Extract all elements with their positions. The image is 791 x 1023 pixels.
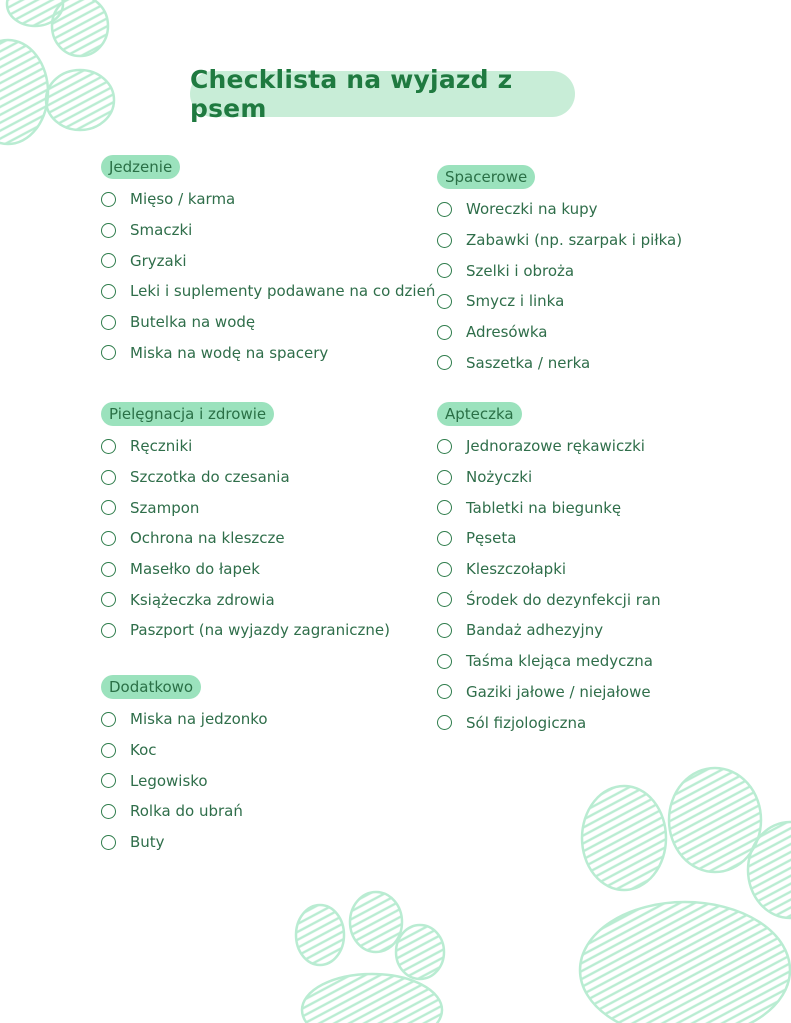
checklist-item[interactable] <box>101 215 435 246</box>
checkbox-circle-icon[interactable] <box>101 835 116 850</box>
item-label: Woreczki na kupy <box>466 200 598 219</box>
item-label: Nożyczki <box>466 468 533 487</box>
item-label: Pęseta <box>466 529 517 548</box>
checkbox-circle-icon[interactable] <box>437 592 452 607</box>
checkbox-circle-icon[interactable] <box>437 715 452 730</box>
checklist-item[interactable] <box>437 286 682 317</box>
checklist-item[interactable] <box>437 554 661 585</box>
pielegnacja-list <box>101 431 390 646</box>
checklist-item[interactable] <box>101 827 268 858</box>
section-dodatkowo <box>101 675 268 857</box>
checkbox-circle-icon[interactable] <box>101 192 116 207</box>
checklist-item[interactable] <box>101 431 390 462</box>
checkbox-circle-icon[interactable] <box>101 623 116 638</box>
checkbox-circle-icon[interactable] <box>437 325 452 340</box>
checklist-item[interactable] <box>437 462 661 493</box>
checklist-item[interactable] <box>101 184 435 215</box>
item-label: Koc <box>130 741 157 760</box>
checklist-item[interactable] <box>437 615 661 646</box>
checkbox-circle-icon[interactable] <box>437 531 452 546</box>
checkbox-circle-icon[interactable] <box>437 202 452 217</box>
apteczka-list <box>437 431 661 738</box>
checklist-item[interactable] <box>101 492 390 523</box>
item-label: Rolka do ubrań <box>130 802 243 821</box>
item-label: Kleszczołapki <box>466 560 567 579</box>
checklist-item[interactable] <box>101 307 435 338</box>
checkbox-circle-icon[interactable] <box>101 531 116 546</box>
item-label: Ochrona na kleszcze <box>130 529 285 548</box>
section-label-dodatkowo: Dodatkowo <box>101 675 201 699</box>
checklist-item[interactable] <box>101 765 268 796</box>
item-label: Miska na jedzonko <box>130 710 268 729</box>
checkbox-circle-icon[interactable] <box>437 294 452 309</box>
checklist-item[interactable] <box>101 615 390 646</box>
spacerowe-list <box>437 194 682 378</box>
checklist-item[interactable] <box>437 646 661 677</box>
checklist-item[interactable] <box>437 431 661 462</box>
checkbox-circle-icon[interactable] <box>437 654 452 669</box>
item-label: Zabawki (np. szarpak i piłka) <box>466 231 683 250</box>
checklist-item[interactable] <box>101 554 390 585</box>
checkbox-circle-icon[interactable] <box>437 439 452 454</box>
item-label: Legowisko <box>130 771 208 790</box>
section-apteczka <box>437 402 661 738</box>
checklist-item[interactable] <box>101 337 435 368</box>
checklist-item[interactable] <box>437 225 682 256</box>
item-label: Ręczniki <box>130 437 193 456</box>
checklist-item[interactable] <box>101 462 390 493</box>
checkbox-circle-icon[interactable] <box>101 592 116 607</box>
checklist-item[interactable] <box>101 276 435 307</box>
item-label: Buty <box>130 833 165 852</box>
checklist-item[interactable] <box>101 523 390 554</box>
section-jedzenie <box>101 155 435 368</box>
checkbox-circle-icon[interactable] <box>101 470 116 485</box>
item-label: Mięso / karma <box>130 190 236 209</box>
item-label: Tabletki na biegunkę <box>466 498 622 517</box>
checkbox-circle-icon[interactable] <box>101 315 116 330</box>
checklist-item[interactable] <box>437 584 661 615</box>
item-label: Leki i suplementy podawane na co dzień <box>130 282 436 301</box>
section-pielegnacja <box>101 402 390 646</box>
item-label: Smycz i linka <box>466 292 565 311</box>
checkbox-circle-icon[interactable] <box>101 223 116 238</box>
section-label-spacerowe: Spacerowe <box>437 165 535 189</box>
checklist-item[interactable] <box>437 707 661 738</box>
page-title: Checklista na wyjazd z psem <box>190 71 575 117</box>
checklist-item[interactable] <box>437 255 682 286</box>
checklist-item[interactable] <box>101 704 268 735</box>
item-label: Adresówka <box>466 323 548 342</box>
checklist-item[interactable] <box>437 347 682 378</box>
checklist-item[interactable] <box>101 735 268 766</box>
checkbox-circle-icon[interactable] <box>101 345 116 360</box>
paw-print-bottom-center <box>296 892 444 1023</box>
section-label-jedzenie: Jedzenie <box>101 155 180 179</box>
checkbox-circle-icon[interactable] <box>101 743 116 758</box>
item-label: Masełko do łapek <box>130 560 260 579</box>
item-label: Miska na wodę na spacery <box>130 343 329 362</box>
item-label: Książeczka zdrowia <box>130 590 275 609</box>
checkbox-circle-icon[interactable] <box>101 712 116 727</box>
checkbox-circle-icon[interactable] <box>437 623 452 638</box>
checkbox-circle-icon[interactable] <box>101 773 116 788</box>
checkbox-circle-icon[interactable] <box>101 284 116 299</box>
checkbox-circle-icon[interactable] <box>437 684 452 699</box>
checklist-item[interactable] <box>437 677 661 708</box>
item-label: Gryzaki <box>130 251 187 270</box>
paw-print-top-left <box>0 0 114 144</box>
item-label: Szczotka do czesania <box>130 468 290 487</box>
checklist-item[interactable] <box>437 492 661 523</box>
checkbox-circle-icon[interactable] <box>437 233 452 248</box>
checklist-item[interactable] <box>437 523 661 554</box>
section-spacerowe <box>437 165 682 378</box>
checkbox-circle-icon[interactable] <box>101 253 116 268</box>
item-label: Taśma klejąca medyczna <box>466 652 653 671</box>
item-label: Gaziki jałowe / niejałowe <box>466 682 651 701</box>
item-label: Saszetka / nerka <box>466 353 591 372</box>
checklist-item[interactable] <box>101 796 268 827</box>
item-label: Szampon <box>130 498 200 517</box>
checkbox-circle-icon[interactable] <box>101 439 116 454</box>
item-label: Bandaż adhezyjny <box>466 621 604 640</box>
checkbox-circle-icon[interactable] <box>101 500 116 515</box>
checklist-item[interactable] <box>437 194 682 225</box>
checkbox-circle-icon[interactable] <box>101 804 116 819</box>
checklist-item[interactable] <box>101 245 435 276</box>
checklist-item[interactable] <box>101 584 390 615</box>
checkbox-circle-icon[interactable] <box>437 470 452 485</box>
item-label: Środek do dezynfekcji ran <box>466 590 661 609</box>
item-label: Szelki i obroża <box>466 261 575 280</box>
section-label-pielegnacja: Pielęgnacja i zdrowie <box>101 402 274 426</box>
checkbox-circle-icon[interactable] <box>101 562 116 577</box>
checkbox-circle-icon[interactable] <box>437 500 452 515</box>
item-label: Paszport (na wyjazdy zagraniczne) <box>130 621 390 640</box>
item-label: Sól fizjologiczna <box>466 713 587 732</box>
item-label: Jednorazowe rękawiczki <box>466 437 645 456</box>
checkbox-circle-icon[interactable] <box>437 263 452 278</box>
item-label: Smaczki <box>130 221 193 240</box>
jedzenie-list <box>101 184 435 368</box>
checkbox-circle-icon[interactable] <box>437 355 452 370</box>
dodatkowo-list <box>101 704 268 857</box>
checklist-item[interactable] <box>437 317 682 348</box>
checkbox-circle-icon[interactable] <box>437 562 452 577</box>
section-label-apteczka: Apteczka <box>437 402 522 426</box>
paw-print-bottom-right <box>580 768 791 1023</box>
item-label: Butelka na wodę <box>130 313 256 332</box>
